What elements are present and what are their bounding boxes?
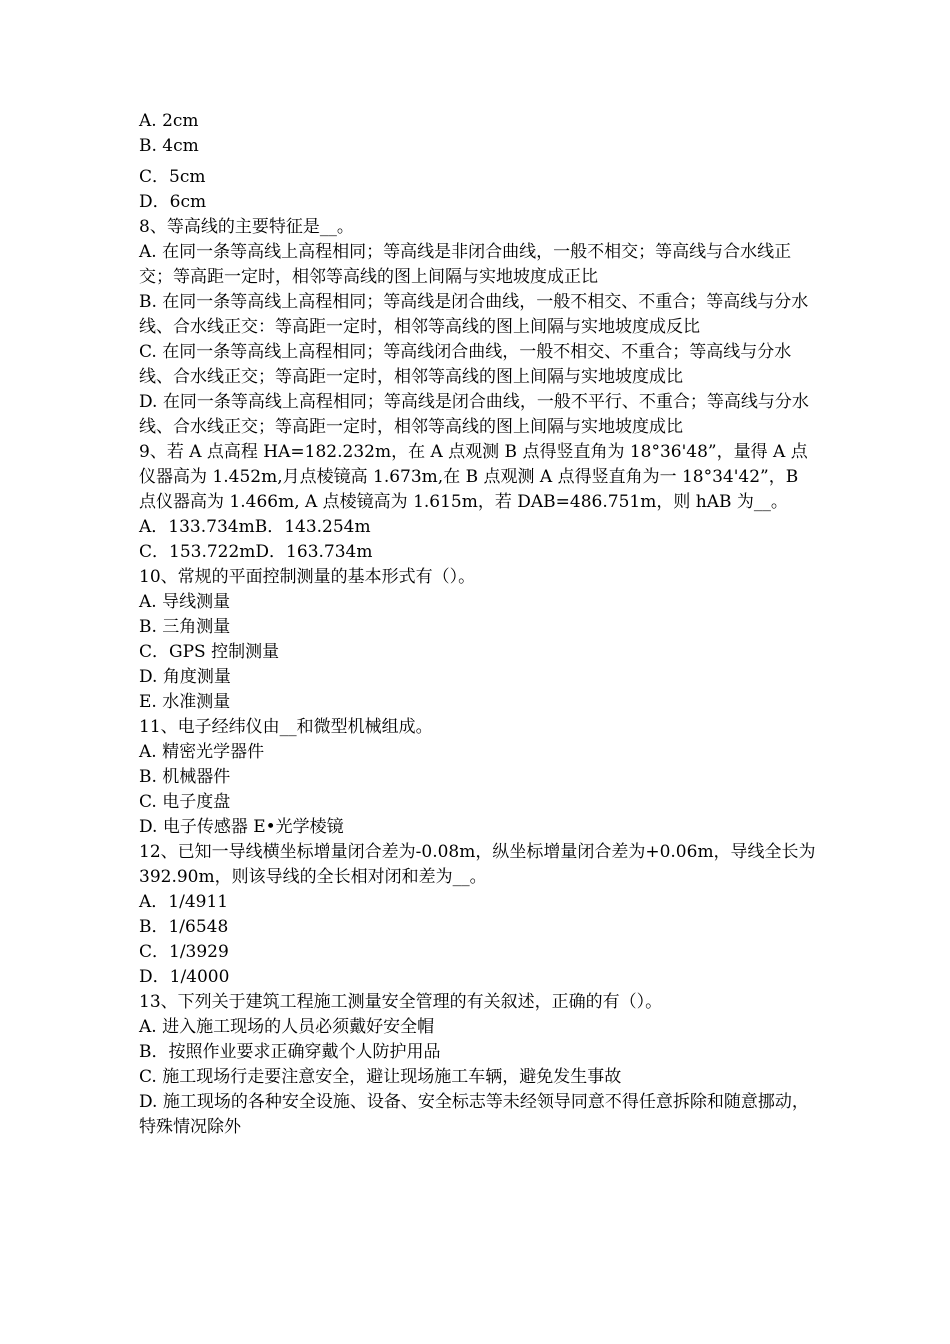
option-line: D．6cm bbox=[139, 192, 207, 212]
option-line: E. 水准测量 bbox=[139, 692, 231, 712]
option-line: A. 在同一条等高线上高程相同；等高线是非闭合曲线，一般不相交；等高线与合水线正交；等高距一定时，相邻等高线的图上间隔与实地坡度成正比 bbox=[139, 242, 792, 287]
option-line: D. 角度测量 bbox=[139, 667, 231, 687]
question-line: 10、常规的平面控制测量的基本形式有（）。 bbox=[139, 567, 476, 587]
question-line: 8、等高线的主要特征是__。 bbox=[139, 217, 354, 237]
option-line: D．1/4000 bbox=[139, 967, 230, 987]
option-line: A. 2cm bbox=[139, 111, 199, 131]
option-line: C. 在同一条等高线上高程相同；等高线闭合曲线，一般不相交、不重合；等高线与分水线、合水线正交；等高距一定时，相邻等高线的图上间隔与实地坡度成比 bbox=[139, 342, 792, 387]
option-line: C. 电子度盘 bbox=[139, 792, 231, 812]
option-line: C．153.722mD．163.734m bbox=[139, 542, 373, 562]
option-line: A. 导线测量 bbox=[139, 592, 231, 612]
option-line: B．按照作业要求正确穿戴个人防护用品 bbox=[139, 1042, 441, 1062]
question-line: 13、下列关于建筑工程施工测量安全管理的有关叙述，正确的有（）。 bbox=[139, 992, 663, 1012]
question-line: 11、电子经纬仪由__和微型机械组成。 bbox=[139, 717, 433, 737]
option-line: B. 机械器件 bbox=[139, 767, 231, 787]
option-line: A．133.734mB．143.254m bbox=[139, 517, 371, 537]
option-line: D. 电子传感器 E•光学棱镜 bbox=[139, 817, 344, 837]
option-line: B．1/6548 bbox=[139, 917, 229, 937]
option-line: A. 精密光学器件 bbox=[139, 742, 265, 762]
option-line: C．5cm bbox=[139, 167, 206, 187]
option-line: D. 在同一条等高线上高程相同；等高线是闭合曲线，一般不平行、不重合；等高线与分水线、合水线正交；等高距一定时，相邻等高线的图上间隔与实地坡度成比 bbox=[139, 392, 809, 437]
document-body bbox=[139, 109, 819, 1140]
option-line: C．GPS 控制测量 bbox=[139, 642, 280, 662]
option-line: A. 进入施工现场的人员必须戴好安全帽 bbox=[139, 1017, 435, 1037]
question-line: 9、若 A 点高程 HA=182.232m，在 A 点观测 B 点得竖直角为 18°36'48”，量得 A 点仪器高为 1.452m,月点棱镜高 1.673m,在 B 点观测 A 点得竖直角为一 18°34'42”，B 点仪器高为 1.466m, A 点棱镜高为 1.615m，若 DAB=486.751m，则 hAB 为__。 bbox=[139, 442, 808, 512]
option-line: B. 三角测量 bbox=[139, 617, 231, 637]
option-line: C. 施工现场行走要注意安全，避让现场施工车辆，避免发生事故 bbox=[139, 1067, 622, 1087]
option-line: B. 在同一条等高线上高程相同；等高线是闭合曲线，一般不相交、不重合；等高线与分水线、合水线正交：等高距一定时，相邻等高线的图上间隔与实地坡度成反比 bbox=[139, 292, 809, 337]
option-line: C．1/3929 bbox=[139, 942, 229, 962]
option-line: A．1/4911 bbox=[139, 892, 229, 912]
option-line: B. 4cm bbox=[139, 136, 199, 156]
question-line: 12、已知一导线横坐标增量闭合差为-0.08m，纵坐标增量闭合差为+0.06m，导线全长为 392.90m，则该导线的全长相对闭和差为__。 bbox=[139, 842, 816, 887]
option-line: D. 施工现场的各种安全设施、设备、安全标志等未经领导同意不得任意拆除和随意挪动，特殊情况除外 bbox=[139, 1092, 809, 1137]
